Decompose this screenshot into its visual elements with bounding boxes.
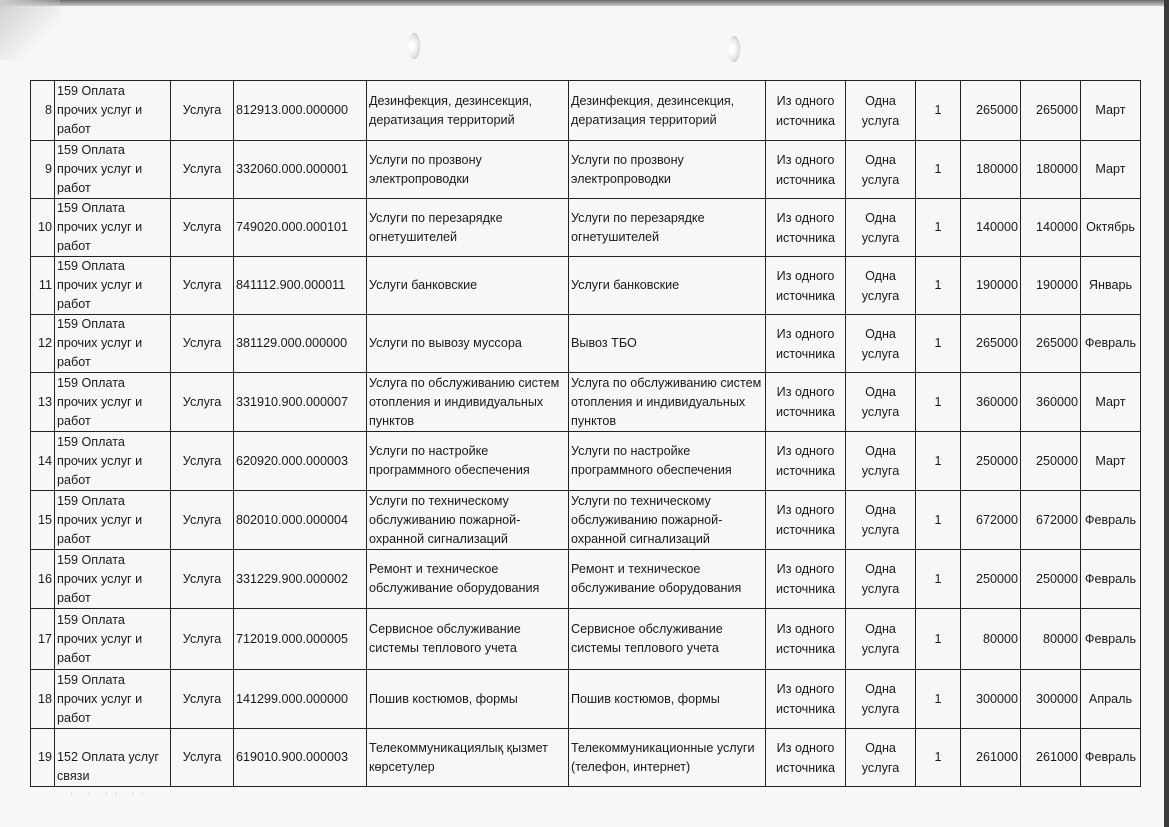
unit-cell: Одна услуга (846, 491, 916, 550)
name-ru-cell: Телекоммуникационные услуги (телефон, интернет) (569, 729, 766, 787)
sum-cell: 250000 (1021, 432, 1081, 491)
budget-program-cell: 152 Оплата услуг связи (55, 729, 171, 787)
row-number: 16 (31, 550, 55, 609)
price-cell: 250000 (961, 432, 1021, 491)
name-kz-cell: Пошив костюмов, формы (367, 670, 569, 729)
sum-cell: 672000 (1021, 491, 1081, 550)
unit-cell: Одна услуга (846, 609, 916, 670)
procurement-method-cell: Из одного источника (766, 729, 846, 787)
row-number: 8 (31, 81, 55, 141)
name-ru-cell: Услуги по прозвону электропроводки (569, 141, 766, 199)
name-ru-cell: Пошив костюмов, формы (569, 670, 766, 729)
unit-cell: Одна услуга (846, 199, 916, 257)
month-cell: Февраль (1081, 491, 1141, 550)
price-cell: 360000 (961, 373, 1021, 432)
budget-program-cell: 159 Оплата прочих услуг и работ (55, 550, 171, 609)
unit-cell: Одна услуга (846, 550, 916, 609)
sum-cell: 261000 (1021, 729, 1081, 787)
name-kz-cell: Дезинфекция, дезинсекция, дератизация территорий (367, 81, 569, 141)
unit-cell: Одна услуга (846, 141, 916, 199)
procurement-type-cell: Услуга (171, 491, 234, 550)
quantity-cell: 1 (916, 373, 961, 432)
name-kz-cell: Ремонт и техническое обслуживание оборудования (367, 550, 569, 609)
price-cell: 672000 (961, 491, 1021, 550)
row-number: 15 (31, 491, 55, 550)
month-cell: Февраль (1081, 550, 1141, 609)
month-cell: Январь (1081, 257, 1141, 315)
procurement-type-cell: Услуга (171, 729, 234, 787)
procurement-type-cell: Услуга (171, 670, 234, 729)
procurement-type-cell: Услуга (171, 199, 234, 257)
procurement-type-cell: Услуга (171, 315, 234, 373)
procurement-type-cell: Услуга (171, 550, 234, 609)
row-number: 17 (31, 609, 55, 670)
unit-cell: Одна услуга (846, 81, 916, 141)
row-number: 10 (31, 199, 55, 257)
procurement-type-cell: Услуга (171, 432, 234, 491)
price-cell: 261000 (961, 729, 1021, 787)
name-ru-cell: Дезинфекция, дезинсекция, дератизация территорий (569, 81, 766, 141)
price-cell: 300000 (961, 670, 1021, 729)
month-cell: Апраль (1081, 670, 1141, 729)
quantity-cell: 1 (916, 491, 961, 550)
procurement-type-cell: Услуга (171, 609, 234, 670)
name-kz-cell: Услуги по техническому обслуживанию пожарной-охранной сигнализаций (367, 491, 569, 550)
row-number: 13 (31, 373, 55, 432)
ktru-code-cell: 812913.000.000000 (234, 81, 367, 141)
quantity-cell: 1 (916, 81, 961, 141)
unit-cell: Одна услуга (846, 670, 916, 729)
quantity-cell: 1 (916, 315, 961, 373)
name-ru-cell: Услуги по техническому обслуживанию пожарной-охранной сигнализаций (569, 491, 766, 550)
price-cell: 140000 (961, 199, 1021, 257)
budget-program-cell: 159 Оплата прочих услуг и работ (55, 491, 171, 550)
name-ru-cell: Ремонт и техническое обслуживание оборудования (569, 550, 766, 609)
quantity-cell: 1 (916, 257, 961, 315)
procurement-plan-table (30, 80, 1141, 787)
month-cell: Февраль (1081, 729, 1141, 787)
procurement-type-cell: Услуга (171, 257, 234, 315)
month-cell: Март (1081, 373, 1141, 432)
name-ru-cell: Услуга по обслуживанию систем отопления и индивидуальных пунктов (569, 373, 766, 432)
ktru-code-cell: 841112.900.000011 (234, 257, 367, 315)
table-row (31, 550, 1141, 609)
row-number: 11 (31, 257, 55, 315)
price-cell: 265000 (961, 81, 1021, 141)
table-row (31, 670, 1141, 729)
procurement-type-cell: Услуга (171, 373, 234, 432)
sum-cell: 80000 (1021, 609, 1081, 670)
sum-cell: 250000 (1021, 550, 1081, 609)
sum-cell: 265000 (1021, 315, 1081, 373)
sum-cell: 180000 (1021, 141, 1081, 199)
ktru-code-cell: 141299.000.000000 (234, 670, 367, 729)
ktru-code-cell: 749020.000.000101 (234, 199, 367, 257)
price-cell: 80000 (961, 609, 1021, 670)
scan-right-edge (1164, 0, 1169, 827)
unit-cell: Одна услуга (846, 432, 916, 491)
unit-cell: Одна услуга (846, 315, 916, 373)
budget-program-cell: 159 Оплата прочих услуг и работ (55, 81, 171, 141)
procurement-method-cell: Из одного источника (766, 141, 846, 199)
table-row (31, 315, 1141, 373)
unit-cell: Одна услуга (846, 257, 916, 315)
name-kz-cell: Услуги по вывозу муссора (367, 315, 569, 373)
name-kz-cell: Сервисное обслуживание системы теплового учета (367, 609, 569, 670)
table-row (31, 141, 1141, 199)
quantity-cell: 1 (916, 609, 961, 670)
sum-cell: 140000 (1021, 199, 1081, 257)
ktru-code-cell: 331910.900.000007 (234, 373, 367, 432)
month-cell: Март (1081, 141, 1141, 199)
table-row (31, 199, 1141, 257)
procurement-method-cell: Из одного источника (766, 550, 846, 609)
row-number: 19 (31, 729, 55, 787)
procurement-method-cell: Из одного источника (766, 373, 846, 432)
procurement-method-cell: Из одного источника (766, 670, 846, 729)
procurement-method-cell: Из одного источника (766, 81, 846, 141)
ktru-code-cell: 619010.900.000003 (234, 729, 367, 787)
procurement-method-cell: Из одного источника (766, 491, 846, 550)
sum-cell: 190000 (1021, 257, 1081, 315)
ktru-code-cell: 332060.000.000001 (234, 141, 367, 199)
name-ru-cell: Вывоз ТБО (569, 315, 766, 373)
sum-cell: 300000 (1021, 670, 1081, 729)
table-row (31, 373, 1141, 432)
procurement-method-cell: Из одного источника (766, 609, 846, 670)
punch-hole-right (728, 36, 740, 62)
name-ru-cell: Услуги по настройке программного обеспечения (569, 432, 766, 491)
ktru-code-cell: 712019.000.000005 (234, 609, 367, 670)
name-kz-cell: Услуга по обслуживанию систем отопления и индивидуальных пунктов (367, 373, 569, 432)
procurement-method-cell: Из одного источника (766, 315, 846, 373)
quantity-cell: 1 (916, 670, 961, 729)
price-cell: 190000 (961, 257, 1021, 315)
table-row (31, 491, 1141, 550)
price-cell: 250000 (961, 550, 1021, 609)
quantity-cell: 1 (916, 729, 961, 787)
budget-program-cell: 159 Оплата прочих услуг и работ (55, 141, 171, 199)
month-cell: Февраль (1081, 609, 1141, 670)
ktru-code-cell: 381129.000.000000 (234, 315, 367, 373)
name-kz-cell: Услуги по перезарядке огнетушителей (367, 199, 569, 257)
name-ru-cell: Услуги по перезарядке огнетушителей (569, 199, 766, 257)
name-kz-cell: Услуги по прозвону электропроводки (367, 141, 569, 199)
budget-program-cell: 159 Оплата прочих услуг и работ (55, 315, 171, 373)
name-ru-cell: Сервисное обслуживание системы теплового учета (569, 609, 766, 670)
name-ru-cell: Услуги банковские (569, 257, 766, 315)
table-row (31, 432, 1141, 491)
sum-cell: 360000 (1021, 373, 1081, 432)
procurement-method-cell: Из одного источника (766, 199, 846, 257)
budget-program-cell: 159 Оплата прочих услуг и работ (55, 199, 171, 257)
row-number: 12 (31, 315, 55, 373)
quantity-cell: 1 (916, 432, 961, 491)
punch-hole-left (408, 33, 420, 59)
name-kz-cell: Услуги банковские (367, 257, 569, 315)
ktru-code-cell: 620920.000.000003 (234, 432, 367, 491)
name-kz-cell: Телекоммуникациялық қызмет көрсетулер (367, 729, 569, 787)
month-cell: Октябрь (1081, 199, 1141, 257)
table-row (31, 257, 1141, 315)
budget-program-cell: 159 Оплата прочих услуг и работ (55, 432, 171, 491)
table-row (31, 609, 1141, 670)
budget-program-cell: 159 Оплата прочих услуг и работ (55, 609, 171, 670)
budget-program-cell: 159 Оплата прочих услуг и работ (55, 257, 171, 315)
ktru-code-cell: 331229.900.000002 (234, 550, 367, 609)
quantity-cell: 1 (916, 141, 961, 199)
scan-corner-shadow (0, 0, 60, 60)
row-number: 9 (31, 141, 55, 199)
month-cell: Март (1081, 432, 1141, 491)
unit-cell: Одна услуга (846, 729, 916, 787)
unit-cell: Одна услуга (846, 373, 916, 432)
scan-top-shadow (0, 0, 1169, 6)
scan-specks: · · ·· ·· (70, 788, 150, 798)
procurement-type-cell: Услуга (171, 141, 234, 199)
table-row (31, 729, 1141, 787)
row-number: 18 (31, 670, 55, 729)
name-kz-cell: Услуги по настройке программного обеспечения (367, 432, 569, 491)
price-cell: 180000 (961, 141, 1021, 199)
row-number: 14 (31, 432, 55, 491)
quantity-cell: 1 (916, 199, 961, 257)
month-cell: Февраль (1081, 315, 1141, 373)
procurement-type-cell: Услуга (171, 81, 234, 141)
month-cell: Март (1081, 81, 1141, 141)
price-cell: 265000 (961, 315, 1021, 373)
budget-program-cell: 159 Оплата прочих услуг и работ (55, 670, 171, 729)
procurement-method-cell: Из одного источника (766, 432, 846, 491)
quantity-cell: 1 (916, 550, 961, 609)
ktru-code-cell: 802010.000.000004 (234, 491, 367, 550)
table-row (31, 81, 1141, 141)
procurement-method-cell: Из одного источника (766, 257, 846, 315)
sum-cell: 265000 (1021, 81, 1081, 141)
budget-program-cell: 159 Оплата прочих услуг и работ (55, 373, 171, 432)
